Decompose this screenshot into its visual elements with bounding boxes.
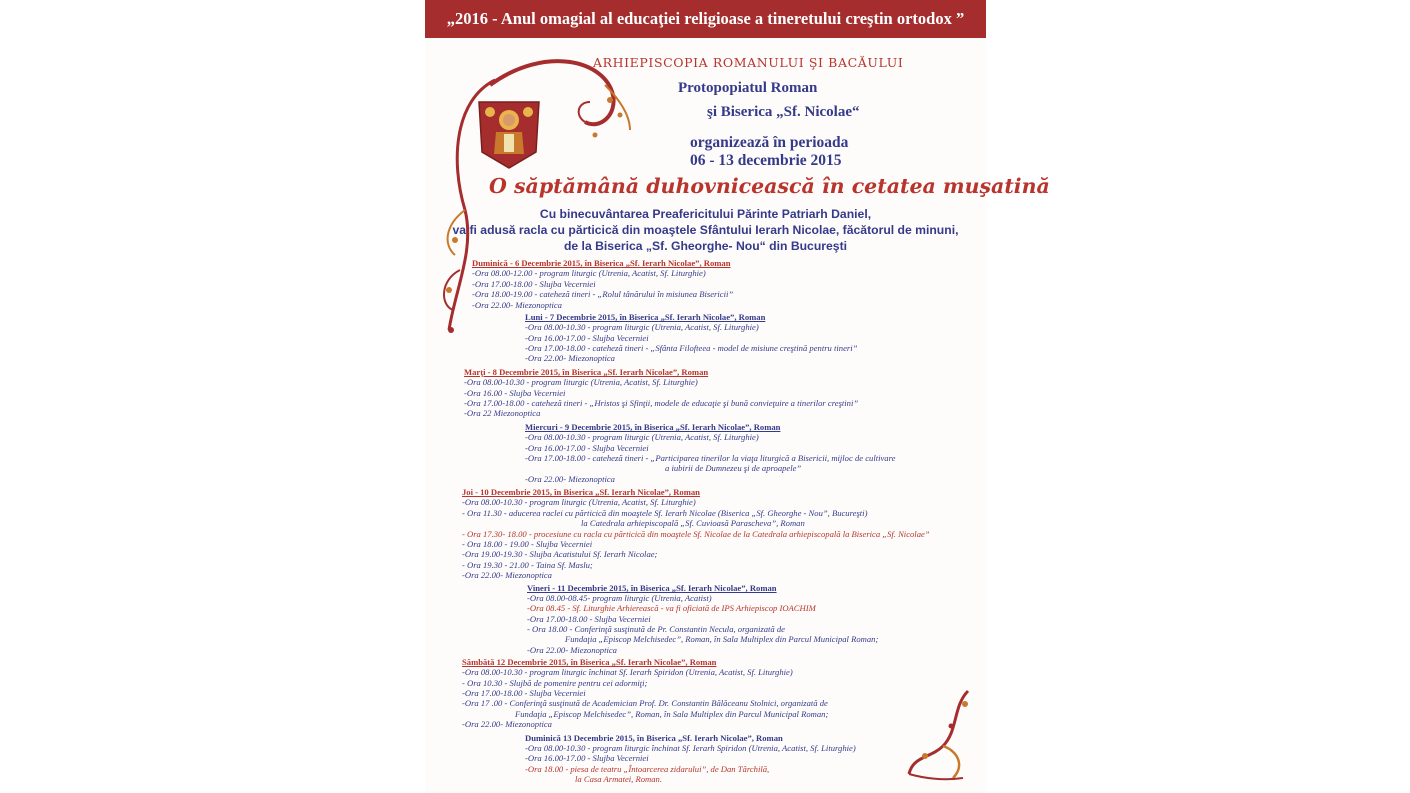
flourish-icon [903, 686, 978, 786]
schedule-line: - Ora 18.00 - 19.00 - Slujba Vecerniei [462, 539, 593, 549]
blessing-line-2: va fi adusă racla cu părticică din moaştele Sfântului Ierarh Nicolae, făcătorul de minuni, [452, 223, 959, 237]
schedule-line: -Ora 08.00-10.30 - program liturgic (Utrenia, Acatist, Sf. Liturghie) [462, 497, 696, 507]
schedule-line: -Ora 17.00-18.00 - cateheză tineri - „Hristos şi Sfinţii, modele de educaţie şi bună convieţuire a tinerilor creştini” [464, 398, 859, 408]
schedule-line: -Ora 17.00-18.00 - Slujba Vecerniei [527, 614, 651, 624]
protopopiat-name: Protopopiatul Roman [678, 80, 818, 96]
schedule-line: -Ora 22.00- Miezonoptica [525, 353, 615, 363]
schedule-line: la Casa Armatei, Roman. [575, 774, 662, 784]
schedule-line: Fundaţia „Episcop Melchisedec”, Roman, în Sala Multiplex din Parcul Municipal Roman; [515, 709, 829, 719]
schedule-line: -Ora 17.00-18.00 - Slujba Vecerniei [472, 279, 596, 289]
blessing-line-1: Cu binecuvântarea Preafericitului Părinte Patriarh Daniel, [539, 207, 872, 221]
schedule-line: -Ora 16.00 - Slujba Vecerniei [464, 388, 566, 398]
schedule-line: -Ora 08.00-10.30 - program liturgic (Utrenia, Acatist, Sf. Liturghie) [525, 432, 759, 442]
schedule-line: -Ora 08.00-10.30 - program liturgic închinat Sf. Ierarh Spiridon (Utrenia, Acatist, Sf. Liturghie) [525, 743, 856, 753]
poster [425, 0, 1050, 793]
schedule-line: a iubirii de Dumnezeu şi de aproapele” [665, 463, 802, 473]
banner-title: „2016 - Anul omagial al educaţiei religioase a tineretului creştin ortodox ” [425, 0, 986, 38]
schedule-line: -Ora 17 .00 - Conferinţă susţinută de Academician Prof. Dr. Constantin Bălăceanu Stolnici, organizată de [462, 698, 828, 708]
schedule-day-heading: Duminică 13 Decembrie 2015, în Biserica „Sf. Ierarh Nicolae”, Roman [525, 733, 783, 743]
schedule-line: -Ora 08.00-10.30 - program liturgic închinat Sf. Ierarh Spiridon (Utrenia, Acatist, Sf. Liturghie) [462, 667, 793, 677]
schedule-day-heading: Marţi - 8 Decembrie 2015, în Biserica „Sf. Ierarh Nicolae”, Roman [464, 367, 709, 377]
schedule-line: -Ora 22.00- Miezonoptica [472, 300, 562, 310]
schedule-line: -Ora 08.45 - Sf. Liturghie Arhierească - va fi oficiată de IPS Arhiepiscop IOACHIM [527, 603, 816, 613]
organizes-text: organizează în perioada [690, 134, 849, 151]
schedule-line: - Ora 18.00 - Conferinţă susţinută de Pr. Constantin Necula, organizată de [527, 624, 785, 634]
schedule-line: -Ora 18.00-19.00 - cateheză tineri - „Rolul tânărului în misiunea Bisericii” [472, 289, 734, 299]
schedule-line: -Ora 22.00- Miezonoptica [462, 719, 552, 729]
schedule-line: Fundaţia „Episcop Melchisedec”, Roman, în Sala Multiplex din Parcul Municipal Roman; [565, 634, 879, 644]
schedule-line: - Ora 19.30 - 21.00 - Taina Sf. Maslu; [462, 560, 593, 570]
schedule-line: -Ora 08.00-10.30 - program liturgic (Utrenia, Acatist, Sf. Liturghie) [525, 322, 759, 332]
schedule-line: -Ora 17.00-18.00 - cateheză tineri - „Sfânta Filofteea - model de misiune creştină pentru tineri” [525, 343, 858, 353]
schedule-day-heading: Sâmbătă 12 Decembrie 2015, în Biserica „Sf. Ierarh Nicolae”, Roman [462, 657, 717, 667]
schedule-line: -Ora 16.00-17.00 - Slujba Vecerniei [525, 333, 649, 343]
event-dates: 06 - 13 decembrie 2015 [690, 152, 842, 169]
schedule-line: la Catedrala arhiepiscopală „Sf. Cuvioasă Parascheva”, Roman [581, 518, 805, 528]
schedule-line: -Ora 08.00-12.00 - program liturgic (Utrenia, Acatist, Sf. Liturghie) [472, 268, 706, 278]
schedule-line: -Ora 08.00-10.30 - program liturgic (Utrenia, Acatist, Sf. Liturghie) [464, 377, 698, 387]
schedule-line: -Ora 16.00-17.00 - Slujba Vecerniei [525, 443, 649, 453]
schedule-line: - Ora 10.30 - Slujbă de pomenire pentru cei adormiţi; [462, 678, 648, 688]
schedule-line: - Ora 11.30 - aducerea raclei cu părticică din moaştele Sf. Ierarh Nicolae (Biserica „Sf. Gheorghe - Nou”, Bucureşti) [462, 508, 868, 518]
schedule-day-heading: Luni - 7 Decembrie 2015, în Biserica „Sf. Ierarh Nicolae”, Roman [525, 312, 766, 322]
saint-icon [474, 92, 544, 170]
schedule-line: -Ora 17.00-18.00 - cateheză tineri - „Participarea tinerilor la viaţa liturgică a Bisericii, mijloc de cultivare [525, 453, 896, 463]
week-title: O săptămână duhovnicească în cetatea muşatină [489, 174, 1050, 198]
schedule-line: -Ora 22.00- Miezonoptica [527, 645, 617, 655]
schedule-line: -Ora 19.00-19.30 - Slujba Acatistului Sf. Ierarh Nicolae; [462, 549, 658, 559]
schedule-line: -Ora 16.00-17.00 - Slujba Vecerniei [525, 753, 649, 763]
blessing-line-3: de la Biserica „Sf. Gheorghe- Nou“ din Bucureşti [563, 239, 848, 253]
schedule-day-heading: Vineri - 11 Decembrie 2015, în Biserica „Sf. Ierarh Nicolae”, Roman [527, 583, 777, 593]
schedule-day-heading: Miercuri - 9 Decembrie 2015, în Biserica „Sf. Ierarh Nicolae”, Roman [525, 422, 781, 432]
schedule-line: -Ora 08.00-08.45- program liturgic (Utrenia, Acatist) [527, 593, 712, 603]
schedule-line: -Ora 17.00-18.00 - Slujba Vecerniei [462, 688, 586, 698]
schedule-line: -Ora 22.00- Miezonoptica [462, 570, 552, 580]
archdiocese-name: ARHIEPISCOPIA ROMANULUI ŞI BACĂULUI [593, 55, 904, 70]
schedule-line: -Ora 22.00- Miezonoptica [525, 474, 615, 484]
schedule-day-heading: Duminică - 6 Decembrie 2015, în Biserica „Sf. Ierarh Nicolae”, Roman [472, 258, 731, 268]
schedule-line: - Ora 17.30- 18.00 - procesiune cu racla cu părticică din moaştele Sf. Nicolae de la Catedrala arhiepiscopală la Biserica „Sf. Nicolae” [462, 529, 930, 539]
schedule-day-heading: Joi - 10 Decembrie 2015, în Biserica „Sf. Ierarh Nicolae”, Roman [462, 487, 700, 497]
schedule-line: -Ora 18.00 - piesa de teatru „Întoarcerea zidarului”, de Dan Târchilă, [525, 764, 770, 774]
church-name: şi Biserica „Sf. Nicolae“ [707, 104, 860, 120]
schedule-line: -Ora 22 Miezonoptica [464, 408, 541, 418]
